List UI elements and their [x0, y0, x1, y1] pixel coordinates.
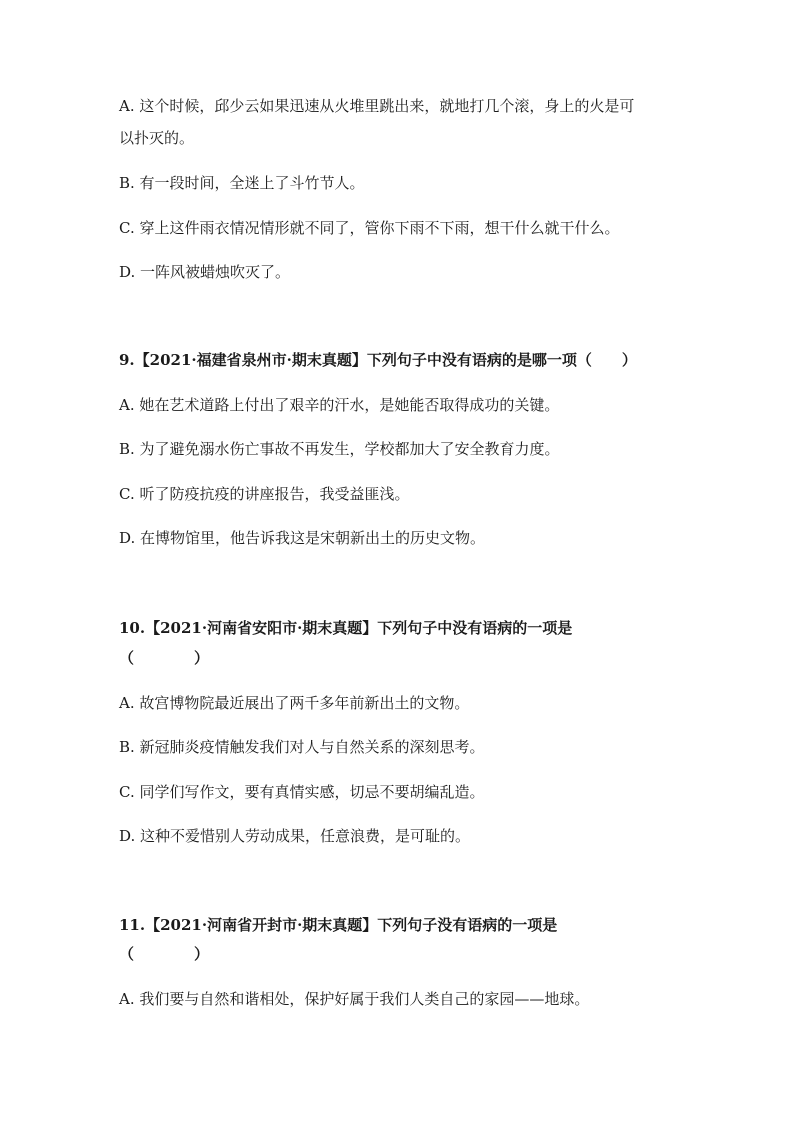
q10-option-b: B. 新冠肺炎疫情触发我们对人与自然关系的深刻思考。	[119, 738, 485, 756]
q10-option-d: D. 这种不爱惜别人劳动成果，任意浪费，是可耻的。	[119, 827, 471, 845]
option-a-continued: 以扑灭的。	[119, 129, 195, 147]
option-c: C. 穿上这件雨衣情况情形就不同了，管你下雨不下雨，想干什么就干什么。	[119, 219, 620, 237]
option-a: A. 这个时候，邱少云如果迅速从火堆里跳出来，就地打几个滚，身上的火是可	[119, 97, 635, 115]
option-d: D. 一阵风被蜡烛吹灭了。	[119, 263, 291, 281]
question-10-answer-paren: （ ）	[119, 649, 210, 667]
q10-option-c: C. 同学们写作文，要有真情实感，切忌不要胡编乱造。	[119, 783, 485, 801]
question-10-title: 10.【2021·河南省安阳市·期末真题】下列句子中没有语病的一项是	[119, 619, 573, 637]
question-11-answer-paren: （ ）	[119, 945, 210, 963]
question-9-title: 9.【2021·福建省泉州市·期末真题】下列句子中没有语病的是哪一项（ ）	[119, 351, 637, 369]
option-b: B. 有一段时间，全迷上了斗竹节人。	[119, 174, 365, 192]
q9-option-a: A. 她在艺术道路上付出了艰辛的汗水，是她能否取得成功的关键。	[119, 396, 560, 414]
q9-option-b: B. 为了避免溺水伤亡事故不再发生，学校都加大了安全教育力度。	[119, 440, 560, 458]
q9-option-c: C. 听了防疫抗疫的讲座报告，我受益匪浅。	[119, 485, 410, 503]
question-11-title: 11.【2021·河南省开封市·期末真题】下列句子没有语病的一项是	[119, 916, 558, 934]
q9-option-d: D. 在博物馆里，他告诉我这是宋朝新出土的历史文物。	[119, 529, 486, 547]
q11-option-a: A. 我们要与自然和谐相处，保护好属于我们人类自己的家园——地球。	[119, 990, 590, 1008]
q10-option-a: A. 故宫博物院最近展出了两千多年前新出土的文物。	[119, 694, 470, 712]
